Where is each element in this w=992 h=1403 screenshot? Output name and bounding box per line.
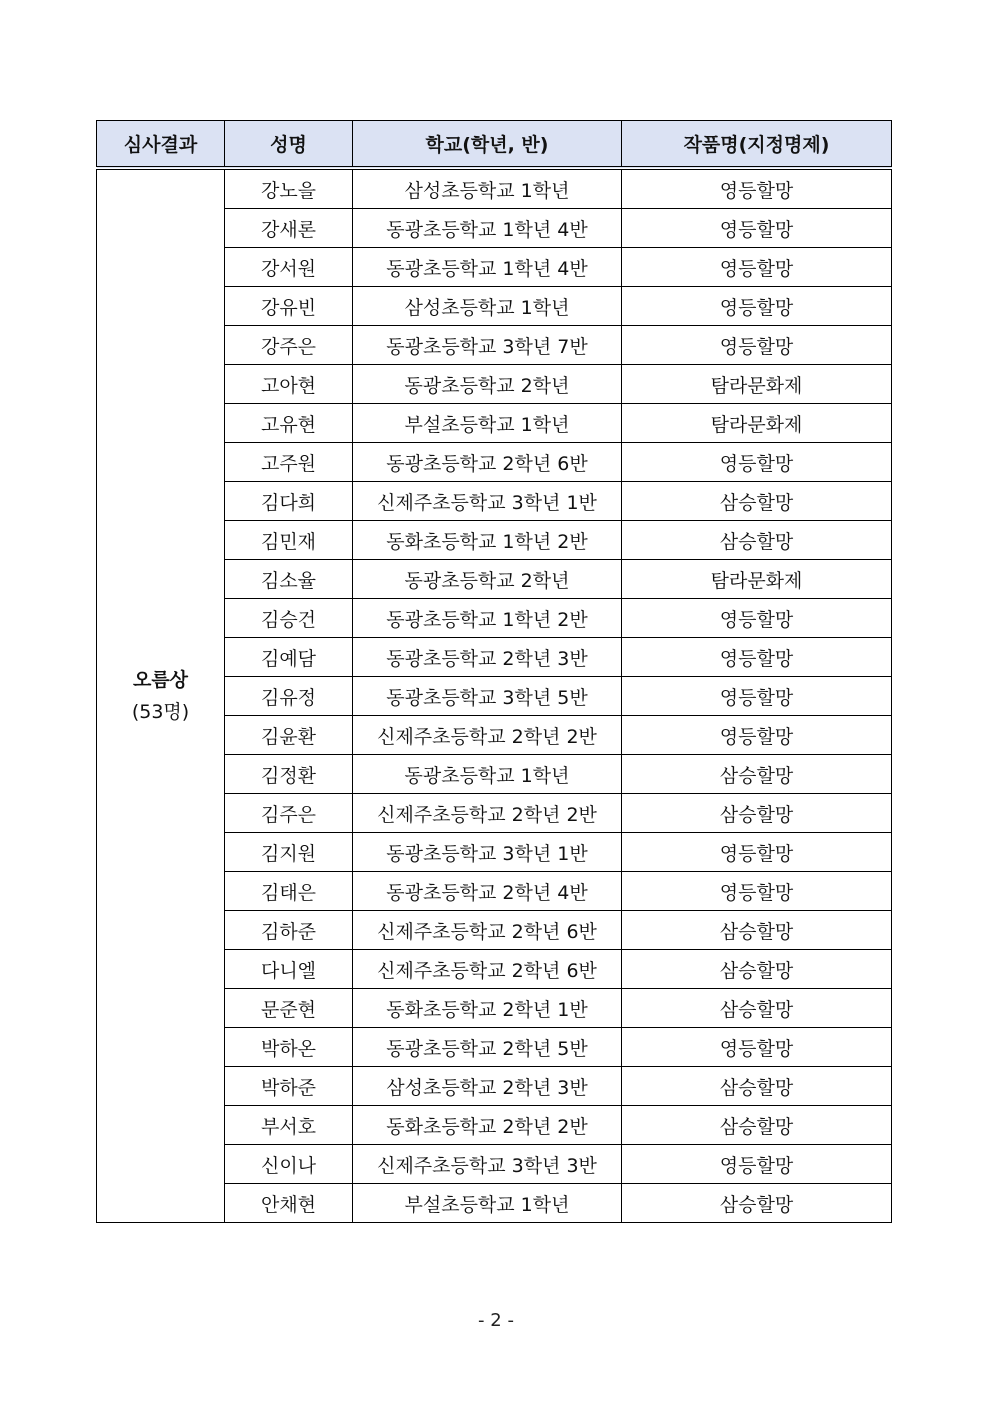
school-cell: 동화초등학교 2학년 2반 [353, 1106, 622, 1145]
work-title-cell: 삼승할망 [622, 1067, 892, 1106]
school-cell: 동광초등학교 3학년 7반 [353, 326, 622, 365]
work-title-cell: 삼승할망 [622, 794, 892, 833]
work-title-cell: 삼승할망 [622, 989, 892, 1028]
student-name-cell: 김예담 [225, 638, 353, 677]
school-cell: 동광초등학교 1학년 4반 [353, 248, 622, 287]
student-name-cell: 김태은 [225, 872, 353, 911]
school-cell: 동광초등학교 3학년 5반 [353, 677, 622, 716]
work-title-cell: 삼승할망 [622, 1184, 892, 1223]
school-cell: 동광초등학교 2학년 6반 [353, 443, 622, 482]
student-name-cell: 강주은 [225, 326, 353, 365]
student-name-cell: 안채현 [225, 1184, 353, 1223]
student-name-cell: 강서원 [225, 248, 353, 287]
work-title-cell: 삼승할망 [622, 911, 892, 950]
student-name-cell: 박하준 [225, 1067, 353, 1106]
school-cell: 동광초등학교 1학년 4반 [353, 209, 622, 248]
student-name-cell: 김민재 [225, 521, 353, 560]
school-cell: 부설초등학교 1학년 [353, 404, 622, 443]
school-cell: 동광초등학교 2학년 3반 [353, 638, 622, 677]
student-name-cell: 신이나 [225, 1145, 353, 1184]
student-name-cell: 다니엘 [225, 950, 353, 989]
work-title-cell: 탐라문화제 [622, 365, 892, 404]
table-body [97, 168, 892, 1223]
school-cell: 동광초등학교 3학년 1반 [353, 833, 622, 872]
student-name-cell: 김다희 [225, 482, 353, 521]
student-name-cell: 박하온 [225, 1028, 353, 1067]
award-category-cell [97, 168, 225, 1223]
student-name-cell: 고유현 [225, 404, 353, 443]
school-cell: 동광초등학교 1학년 [353, 755, 622, 794]
award-count: (53명) [131, 701, 190, 723]
school-cell: 동광초등학교 2학년 4반 [353, 872, 622, 911]
work-title-cell: 탐라문화제 [622, 560, 892, 599]
school-cell: 신제주초등학교 2학년 6반 [353, 950, 622, 989]
student-name-cell: 김주은 [225, 794, 353, 833]
student-name-cell: 문준현 [225, 989, 353, 1028]
work-title-cell: 영등할망 [622, 872, 892, 911]
work-title-cell: 삼승할망 [622, 482, 892, 521]
school-cell: 신제주초등학교 2학년 2반 [353, 716, 622, 755]
work-title-cell: 탐라문화제 [622, 404, 892, 443]
school-cell: 삼성초등학교 2학년 3반 [353, 1067, 622, 1106]
school-cell: 삼성초등학교 1학년 [353, 168, 622, 209]
student-name-cell: 강유빈 [225, 287, 353, 326]
student-name-cell: 부서호 [225, 1106, 353, 1145]
work-title-cell: 영등할망 [622, 209, 892, 248]
work-title-cell: 영등할망 [622, 716, 892, 755]
table-row [97, 168, 892, 209]
header-name: 성명 [225, 121, 353, 169]
work-title-cell: 영등할망 [622, 677, 892, 716]
school-cell: 동광초등학교 2학년 [353, 560, 622, 599]
student-name-cell: 김하준 [225, 911, 353, 950]
table-header-row [97, 121, 892, 169]
student-name-cell: 강노을 [225, 168, 353, 209]
student-name-cell: 김소율 [225, 560, 353, 599]
header-school: 학교(학년, 반) [353, 121, 622, 169]
student-name-cell: 김정환 [225, 755, 353, 794]
work-title-cell: 영등할망 [622, 443, 892, 482]
school-cell: 신제주초등학교 3학년 1반 [353, 482, 622, 521]
work-title-cell: 영등할망 [622, 599, 892, 638]
work-title-cell: 영등할망 [622, 833, 892, 872]
school-cell: 삼성초등학교 1학년 [353, 287, 622, 326]
school-cell: 동광초등학교 2학년 [353, 365, 622, 404]
work-title-cell: 삼승할망 [622, 521, 892, 560]
student-name-cell: 김윤환 [225, 716, 353, 755]
work-title-cell: 삼승할망 [622, 1106, 892, 1145]
school-cell: 신제주초등학교 3학년 3반 [353, 1145, 622, 1184]
work-title-cell: 영등할망 [622, 287, 892, 326]
work-title-cell: 영등할망 [622, 248, 892, 287]
work-title-cell: 영등할망 [622, 1028, 892, 1067]
award-results-table [96, 120, 892, 1223]
school-cell: 동화초등학교 1학년 2반 [353, 521, 622, 560]
student-name-cell: 고주원 [225, 443, 353, 482]
award-name: 오름상 [132, 668, 189, 691]
header-work: 작품명(지정명제) [622, 121, 892, 169]
student-name-cell: 김승건 [225, 599, 353, 638]
school-cell: 신제주초등학교 2학년 2반 [353, 794, 622, 833]
school-cell: 신제주초등학교 2학년 6반 [353, 911, 622, 950]
student-name-cell: 김지원 [225, 833, 353, 872]
work-title-cell: 영등할망 [622, 1145, 892, 1184]
work-title-cell: 삼승할망 [622, 755, 892, 794]
school-cell: 부설초등학교 1학년 [353, 1184, 622, 1223]
student-name-cell: 강새론 [225, 209, 353, 248]
work-title-cell: 영등할망 [622, 638, 892, 677]
work-title-cell: 영등할망 [622, 168, 892, 209]
student-name-cell: 고아현 [225, 365, 353, 404]
student-name-cell: 김유정 [225, 677, 353, 716]
school-cell: 동광초등학교 1학년 2반 [353, 599, 622, 638]
school-cell: 동화초등학교 2학년 1반 [353, 989, 622, 1028]
header-result: 심사결과 [97, 121, 225, 169]
page-number: - 2 - [478, 1310, 514, 1331]
work-title-cell: 삼승할망 [622, 950, 892, 989]
work-title-cell: 영등할망 [622, 326, 892, 365]
school-cell: 동광초등학교 2학년 5반 [353, 1028, 622, 1067]
